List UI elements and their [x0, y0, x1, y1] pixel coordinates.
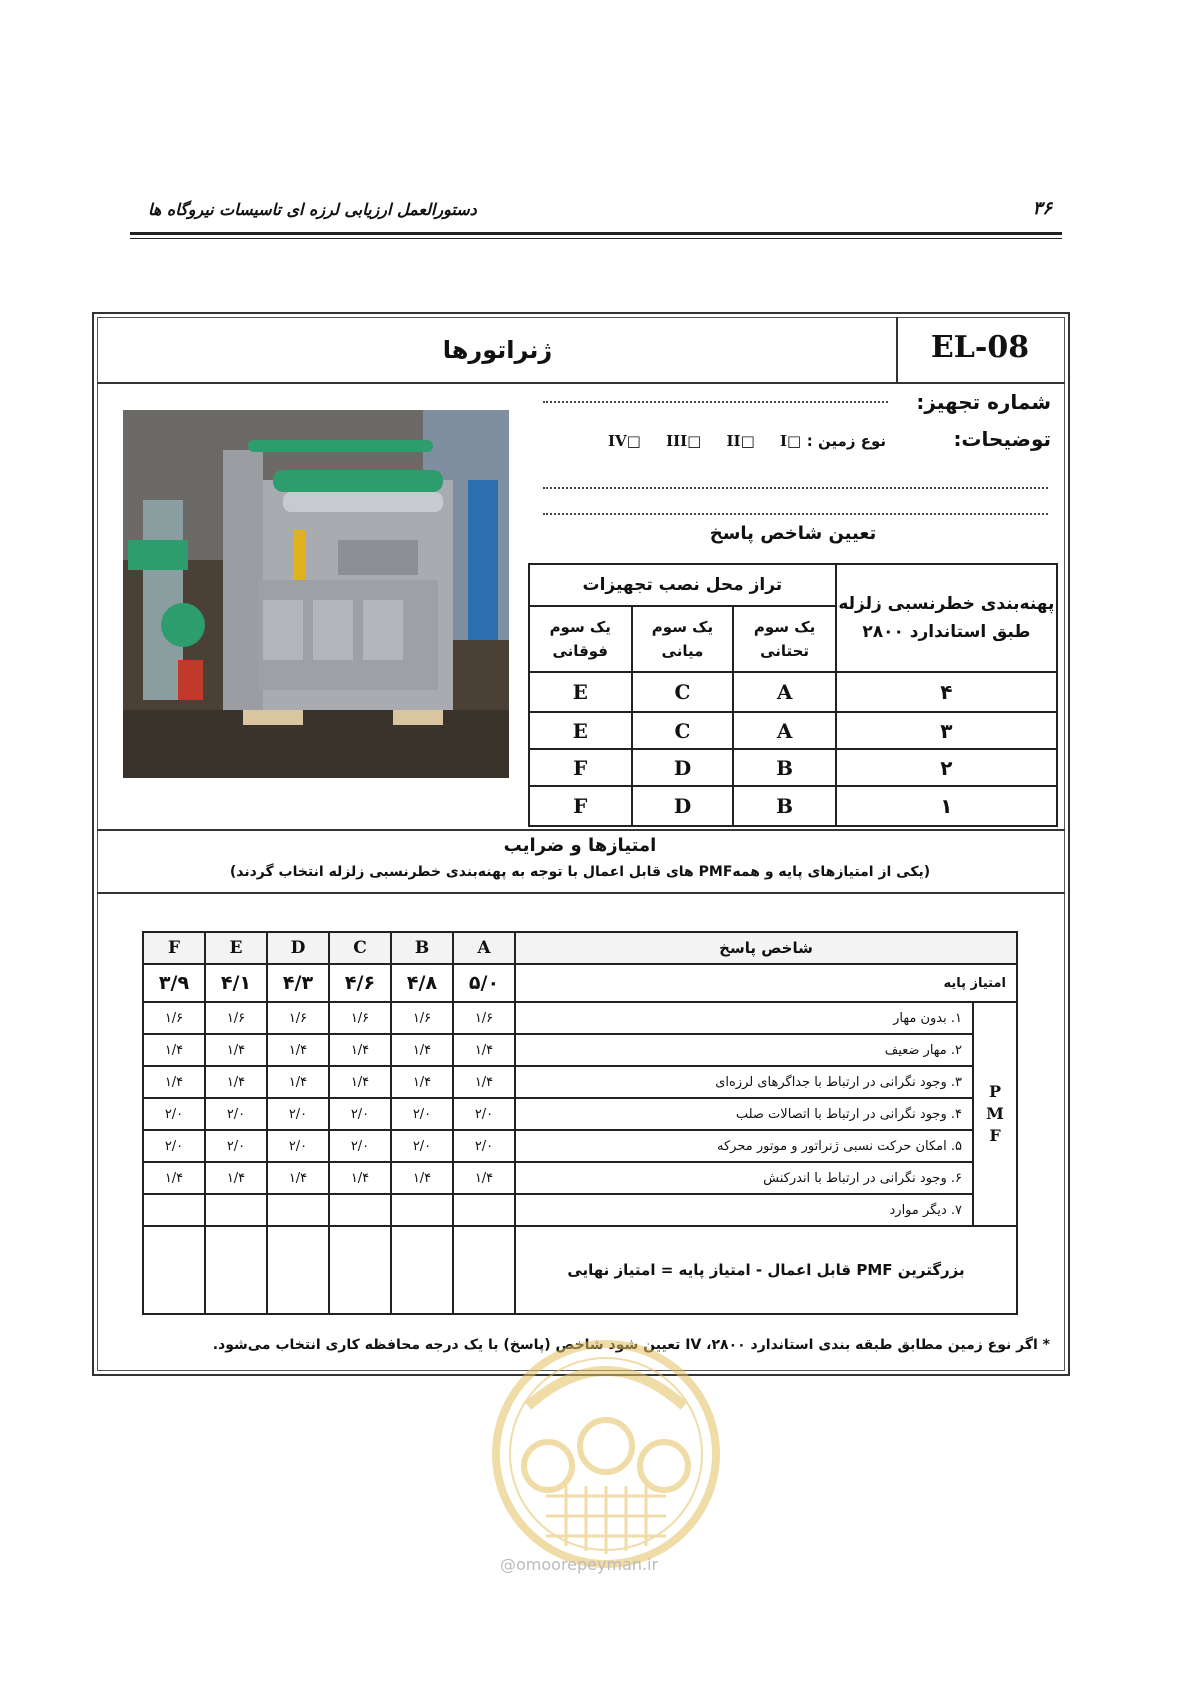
pmf-letter-p: P — [988, 1082, 1002, 1101]
pmf-value: ۲/۰ — [329, 1098, 391, 1130]
pmf-value: ۱/۴ — [453, 1066, 515, 1098]
base-d: ۴/۳ — [267, 964, 329, 1002]
zone-cell-middle: D — [632, 749, 734, 786]
hazard-header-line1: پهنه‌بندی خطرنسبی زلزله — [838, 594, 1055, 614]
pmf-label: ۱. بدون مهار — [515, 1002, 973, 1034]
zone-cell-upper: E — [529, 672, 632, 712]
pmf-value: ۱/۴ — [205, 1034, 267, 1066]
index-header: شاخص پاسخ — [515, 932, 1017, 964]
base-e: ۴/۱ — [205, 964, 267, 1002]
pmf-value: ۱/۶ — [143, 1002, 205, 1034]
final-score-row — [143, 1226, 1017, 1314]
pmf-value: ۱/۴ — [329, 1034, 391, 1066]
pmf-value: ۱/۴ — [453, 1034, 515, 1066]
final-score-cell[interactable] — [329, 1226, 391, 1314]
zone-cell-upper: F — [529, 749, 632, 786]
generator-photo — [123, 410, 509, 778]
pmf-value: ۱/۴ — [391, 1162, 453, 1194]
pmf-row — [143, 1194, 1017, 1226]
level-header: تراز محل نصب تجهیزات — [529, 564, 836, 606]
pmf-value[interactable] — [267, 1194, 329, 1226]
pmf-value: ۲/۰ — [267, 1098, 329, 1130]
pmf-value: ۱/۴ — [205, 1162, 267, 1194]
pmf-label: ۵. امکان حرکت نسبی ژنراتور و موتور محرکه — [515, 1130, 973, 1162]
pmf-value: ۱/۶ — [205, 1002, 267, 1034]
level-middle — [632, 606, 734, 672]
zone-row — [529, 749, 1057, 786]
zone-cell-lower: A — [733, 672, 835, 712]
pmf-row — [143, 1066, 1017, 1098]
pmf-letter-f: F — [989, 1126, 1001, 1145]
col-header-b: B — [391, 932, 453, 964]
zone-level-table — [528, 563, 1058, 827]
soil-type-iii-checkbox[interactable]: III□ — [666, 432, 702, 450]
base-b: ۴/۸ — [391, 964, 453, 1002]
col-header-f: F — [143, 932, 205, 964]
pmf-value: ۱/۶ — [329, 1002, 391, 1034]
description-line[interactable] — [543, 487, 1048, 489]
running-title: دستورالعمل ارزیابی لرزه ای تاسیسات نیروگاه ها — [148, 200, 477, 219]
zone-number: ۳ — [836, 712, 1057, 749]
zone-cell-upper: F — [529, 786, 632, 826]
base-c: ۴/۶ — [329, 964, 391, 1002]
soil-type-options[interactable] — [608, 432, 801, 450]
level-upper-line2: فوقانی — [552, 642, 608, 660]
final-score-cell[interactable] — [205, 1226, 267, 1314]
zone-cell-lower: B — [733, 749, 835, 786]
response-index-title: تعیین شاخص پاسخ — [709, 523, 877, 544]
pmf-value[interactable] — [143, 1194, 205, 1226]
pmf-value: ۱/۴ — [143, 1066, 205, 1098]
level-lower-line2: تحتانی — [760, 642, 810, 660]
final-score-formula: بزرگترین PMF قابل اعمال - امتیاز پایه = امتیاز نهایی — [515, 1226, 1017, 1314]
equipment-number-label: شماره تجهیز: — [916, 390, 1051, 414]
watermark-text: @omoorepeyman.ir — [500, 1555, 659, 1574]
divider — [97, 892, 1065, 894]
divider — [97, 382, 1065, 384]
level-upper-line1: یک سوم — [549, 618, 611, 636]
pmf-label: ۴. وجود نگرانی در ارتباط با اتصالات صلب — [515, 1098, 973, 1130]
pmf-vertical-label — [973, 1002, 1017, 1226]
pmf-value: ۲/۰ — [143, 1098, 205, 1130]
level-middle-line1: یک سوم — [651, 618, 714, 636]
level-lower-line1: یک سوم — [753, 618, 816, 636]
scores-title: امتیازها و ضرایب — [503, 835, 657, 856]
sheet-code: EL-08 — [930, 330, 1030, 365]
pmf-value: ۱/۴ — [267, 1162, 329, 1194]
pmf-value: ۲/۰ — [391, 1098, 453, 1130]
level-middle-line2: میانی — [661, 642, 704, 660]
watermark-logo — [488, 1336, 724, 1572]
soil-type-i-checkbox[interactable]: I□ — [779, 432, 802, 450]
pmf-value: ۲/۰ — [391, 1130, 453, 1162]
pmf-value: ۲/۰ — [267, 1130, 329, 1162]
final-score-cell[interactable] — [391, 1226, 453, 1314]
pmf-row — [143, 1130, 1017, 1162]
zone-cell-upper: E — [529, 712, 632, 749]
pmf-label: ۶. وجود نگرانی در ارتباط با اندرکنش — [515, 1162, 973, 1194]
zone-row — [529, 786, 1057, 826]
col-header-d: D — [267, 932, 329, 964]
score-table — [142, 931, 1018, 1315]
level-upper — [529, 606, 632, 672]
page-number: ۳۶ — [1032, 198, 1052, 219]
pmf-value: ۱/۴ — [143, 1162, 205, 1194]
base-f: ۳/۹ — [143, 964, 205, 1002]
pmf-value: ۱/۴ — [391, 1066, 453, 1098]
pmf-value: ۱/۴ — [453, 1162, 515, 1194]
pmf-value: ۱/۴ — [329, 1066, 391, 1098]
zone-cell-lower: B — [733, 786, 835, 826]
pmf-value: ۱/۶ — [453, 1002, 515, 1034]
pmf-value: ۱/۶ — [391, 1002, 453, 1034]
pmf-value: ۱/۴ — [205, 1066, 267, 1098]
zone-cell-middle: D — [632, 786, 734, 826]
pmf-value[interactable] — [205, 1194, 267, 1226]
col-header-a: A — [453, 932, 515, 964]
pmf-value: ۲/۰ — [143, 1130, 205, 1162]
pmf-value: ۱/۴ — [267, 1034, 329, 1066]
final-score-cell[interactable] — [267, 1226, 329, 1314]
pmf-value: ۱/۴ — [143, 1034, 205, 1066]
pmf-value: ۲/۰ — [453, 1098, 515, 1130]
pmf-value: ۲/۰ — [205, 1098, 267, 1130]
pmf-value: ۱/۴ — [391, 1034, 453, 1066]
pmf-value: ۱/۴ — [329, 1162, 391, 1194]
pmf-value: ۱/۴ — [267, 1066, 329, 1098]
soil-type-iv-checkbox[interactable]: IV□ — [608, 432, 641, 450]
hazard-header-line2: طبق استاندارد ۲۸۰۰ — [862, 622, 1031, 642]
divider — [97, 829, 1065, 831]
soil-type-label: نوع زمین : — [806, 432, 886, 450]
base-score-label: امتیاز پایه — [515, 964, 1017, 1002]
zone-row — [529, 672, 1057, 712]
pmf-value[interactable] — [391, 1194, 453, 1226]
sheet-title: ژنراتورها — [442, 336, 553, 364]
zone-row — [529, 712, 1057, 749]
col-header-c: C — [329, 932, 391, 964]
pmf-row — [143, 1002, 1017, 1034]
description-label: توضیحات: — [953, 427, 1051, 451]
pmf-value: ۱/۶ — [267, 1002, 329, 1034]
pmf-label: ۲. مهار ضعیف — [515, 1034, 973, 1066]
pmf-row — [143, 1098, 1017, 1130]
equipment-number-field[interactable] — [543, 401, 888, 403]
description-line[interactable] — [543, 513, 1048, 515]
pmf-value: ۲/۰ — [329, 1130, 391, 1162]
pmf-label: ۳. وجود نگرانی در ارتباط با جداگرهای لرزه‌ای — [515, 1066, 973, 1098]
pmf-label: ۷. دیگر موارد — [515, 1194, 973, 1226]
scores-subtitle: (یکی از امتیازهای پایه و همهPMF های قابل اعمال با توجه به پهنه‌بندی خطرنسبی زلزله انتخاب گردند) — [229, 864, 931, 880]
col-header-e: E — [205, 932, 267, 964]
zone-number: ۴ — [836, 672, 1057, 712]
zone-number: ۲ — [836, 749, 1057, 786]
zone-cell-lower: A — [733, 712, 835, 749]
divider — [896, 317, 898, 383]
zone-cell-middle: C — [632, 712, 734, 749]
pmf-value[interactable] — [453, 1194, 515, 1226]
pmf-row — [143, 1034, 1017, 1066]
pmf-row — [143, 1162, 1017, 1194]
pmf-letter-m: M — [986, 1104, 1004, 1123]
page-header — [130, 196, 1062, 226]
base-a: ۵/۰ — [453, 964, 515, 1002]
final-score-cell[interactable] — [143, 1226, 205, 1314]
pmf-value[interactable] — [329, 1194, 391, 1226]
zone-number: ۱ — [836, 786, 1057, 826]
footnote: * اگر نوع زمین مطابق طبقه بندی استاندارد ۲۸۰۰، IV تعیین شود شاخص (پاسخ) با یک درجه محافظه کاری انتخاب می‌شود. — [212, 1337, 1050, 1353]
soil-type-ii-checkbox[interactable]: II□ — [726, 432, 755, 450]
header-rule — [130, 232, 1062, 235]
pmf-value: ۲/۰ — [205, 1130, 267, 1162]
final-score-cell[interactable] — [453, 1226, 515, 1314]
hazard-header — [836, 564, 1057, 672]
zone-cell-middle: C — [632, 672, 734, 712]
level-lower — [733, 606, 835, 672]
header-rule-thin — [130, 238, 1062, 239]
pmf-value: ۲/۰ — [453, 1130, 515, 1162]
